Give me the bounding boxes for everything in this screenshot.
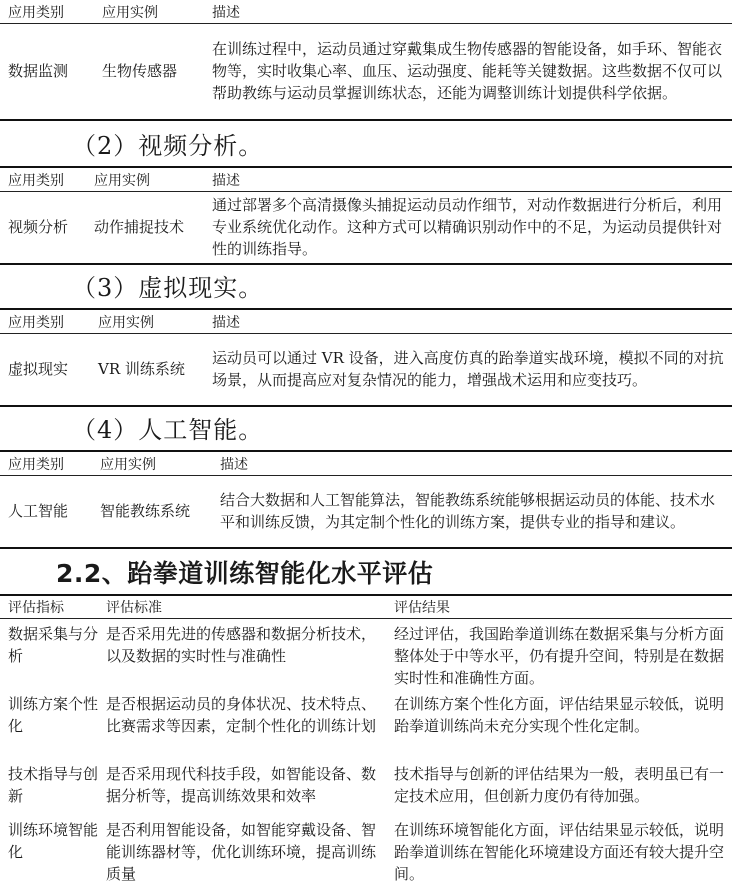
header-description: 描述	[212, 451, 732, 476]
cell-description: 运动员可以通过 VR 设备，进入高度仿真的跆拳道实战环境，模拟不同的对抗场景，从而提高应对复杂情况的能力，增强战术运用和应变技巧。	[212, 349, 724, 390]
header-category: 应用类别	[0, 451, 92, 476]
cell-standard: 是否利用智能设备，如智能穿戴设备、智能训练器材等，优化训练环境，提高训练质量	[106, 821, 377, 883]
cell-result: 经过评估，我国跆拳道训练在数据采集与分析方面整体处于中等水平，仍有提升空间，特别是在数据实时性和准确性方面。	[394, 625, 725, 687]
cell-example: VR 训练系统	[98, 360, 185, 379]
cell-description: 结合大数据和人工智能算法，智能教练系统能够根据运动员的体能、技术水平和训练反馈，为其定制个性化的训练方案，提供专业的指导和建议。	[220, 491, 716, 532]
header-indicator: 评估指标	[0, 595, 98, 619]
section-title: 2.2、跆拳道训练智能化水平评估	[56, 559, 434, 588]
table-evaluation	[0, 594, 732, 887]
header-category: 应用类别	[0, 309, 90, 334]
header-standard: 评估标准	[98, 595, 386, 619]
heading-virtual-reality: （3）虚拟现实。	[72, 274, 264, 302]
header-example: 应用实例	[92, 451, 212, 476]
table-virtual-reality	[0, 308, 732, 407]
table-row	[0, 815, 732, 887]
cell-result: 在训练环境智能化方面，评估结果显示较低，说明跆拳道训练在智能化环境建设方面还有较大提升空间。	[394, 821, 725, 883]
cell-indicator: 训练方案个性化	[8, 695, 99, 735]
cell-indicator: 训练环境智能化	[8, 821, 99, 861]
cell-description: 通过部署多个高清摄像头捕捉运动员动作细节，对动作数据进行分析后，利用专业系统优化动作。这种方式可以精确识别动作中的不足，为运动员提供针对性的训练指导。	[212, 196, 723, 259]
table-data-monitoring	[0, 0, 732, 121]
header-description: 描述	[204, 167, 732, 192]
table-row	[0, 619, 732, 690]
heading-video-analysis: （2）视频分析。	[72, 132, 264, 160]
header-description: 描述	[204, 309, 732, 334]
header-category: 应用类别	[0, 167, 86, 192]
cell-category: 数据监测	[8, 62, 69, 81]
cell-example: 智能教练系统	[100, 502, 191, 521]
cell-category: 虚拟现实	[8, 360, 69, 379]
cell-example: 动作捕捉技术	[94, 218, 185, 237]
cell-example: 生物传感器	[102, 62, 178, 81]
header-example: 应用实例	[86, 167, 204, 192]
cell-category: 人工智能	[8, 502, 69, 521]
header-example: 应用实例	[90, 309, 204, 334]
cell-result: 技术指导与创新的评估结果为一般，表明虽已有一定技术应用，但创新力度仍有待加强。	[394, 765, 725, 805]
cell-indicator: 技术指导与创新	[8, 765, 99, 805]
cell-description: 在训练过程中，运动员通过穿戴集成生物传感器的智能设备，如手环、智能衣物等，实时收集心率、血压、运动强度、能耗等关键数据。这些数据不仅可以帮助教练与运动员掌握训练状态，还能为调整训练计划提供科学依据。	[212, 40, 723, 103]
cell-standard: 是否采用先进的传感器和数据分析技术，以及数据的实时性与准确性	[106, 625, 377, 665]
cell-standard: 是否采用现代科技手段，如智能设备、数据分析等，提高训练效果和效率	[106, 765, 377, 805]
table-artificial-intelligence	[0, 450, 732, 549]
header-category: 应用类别	[0, 0, 94, 24]
header-example: 应用实例	[94, 0, 204, 24]
cell-indicator: 数据采集与分析	[8, 625, 99, 665]
table-row	[0, 759, 732, 815]
table-row	[0, 689, 732, 759]
table-video-analysis	[0, 166, 732, 265]
cell-standard: 是否根据运动员的身体状况、技术特点、比赛需求等因素，定制个性化的训练计划	[106, 695, 377, 735]
header-result: 评估结果	[386, 595, 732, 619]
heading-artificial-intelligence: （4）人工智能。	[72, 416, 264, 444]
cell-result: 在训练方案个性化方面，评估结果显示较低，说明跆拳道训练尚未充分实现个性化定制。	[394, 695, 725, 735]
header-description: 描述	[204, 0, 732, 24]
cell-category: 视频分析	[8, 218, 69, 237]
